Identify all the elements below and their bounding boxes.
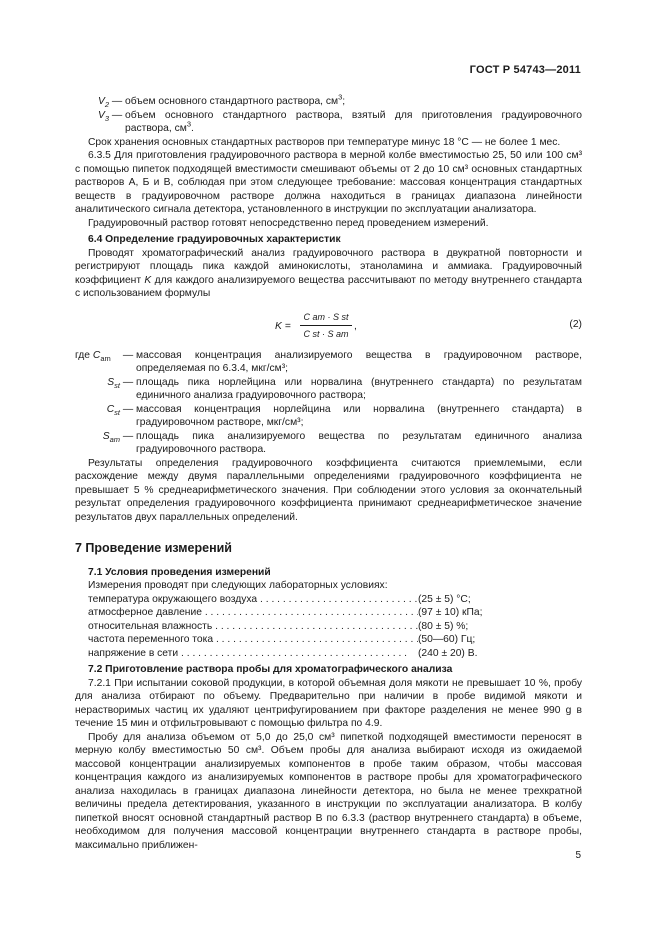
definition-text-end: ;	[342, 96, 346, 107]
definition-c-st	[75, 403, 582, 430]
definitions-formula	[75, 349, 582, 457]
superscript: 3	[186, 119, 191, 129]
definition-v2	[75, 92, 582, 110]
definition-text-part: объем основного стандартного раствора, см	[125, 96, 339, 107]
symbol-letter: S	[107, 376, 115, 388]
definition-text-part: объем основного стандартного раствора, взятый для приготовления градуировочного раствора, см	[125, 109, 582, 134]
condition-label: напряжение в сети . . .	[88, 647, 418, 661]
condition-value: (80 ± 5) %;	[418, 620, 469, 632]
condition-row	[88, 593, 582, 607]
symbol-s-am	[75, 430, 120, 444]
formula-2	[75, 309, 582, 343]
condition-value: (240 ± 20) В.	[418, 647, 478, 659]
paragraph-prep: Градуировочный раствор готовят непосредственно перед проведением измерений.	[88, 217, 489, 229]
condition-row	[88, 647, 582, 661]
page-number: 5	[575, 850, 581, 861]
symbol-letter: C	[106, 403, 115, 415]
paragraph-6-4-part-b: для каждого анализируемого вещества рассчитывают по методу внутреннего стандарта с использованием формулы	[75, 274, 582, 299]
paragraph-sample: Пробу для анализа объемом от 5,0 до 25,0 см³ пипеткой подходящей вместимости переносят в мерную колбу вместимостью 50 см³. Объем пробы для анализа выбирают исходя из ожидаемой массовой концентрации анализируемых компонентов в пробе таким образом, чтобы массовая концентрация каждого из анализируемых компонентов в растворе пробы для хроматографического анализа находилась в границах диапазона линейности детектора, но была не менее трехкратной величины предела детектирования, указанного в инструкции по эксплуатации анализатора. В колбу пипеткой вносят основной стандартный раствор В по 6.3.3 (раствор внутреннего стандарта) в объеме, необходимом для получения массовой концентрации внутреннего стандарта в растворе пробы, максимально приближен-	[75, 731, 582, 851]
definition-c-am	[75, 349, 582, 376]
symbol-letter: C	[92, 349, 101, 361]
heading-section-7: 7 Проведение измерений	[75, 541, 232, 555]
symbol-letter: S	[102, 430, 110, 442]
symbol-subscript: st	[114, 380, 120, 390]
definition-text: массовая концентрация норлейцина или норвалина (внутреннего стандарта) в градуировочном растворе, мкг/см³;	[136, 403, 582, 428]
condition-label: частота переменного тока . . .	[88, 633, 418, 647]
definition-text-end: .	[190, 123, 194, 134]
symbol-v2	[75, 95, 109, 109]
paragraph-7-1: Измерения проводят при следующих лабораторных условиях:	[88, 580, 388, 591]
definition-text	[125, 109, 582, 136]
heading-7-2: 7.2 Приготовление раствора пробы для хроматографического анализа	[88, 664, 453, 675]
definition-text: площадь пика норлейцина или норвалина (внутреннего стандарта) по результатам единичного анализа градуировочного раствора;	[136, 376, 582, 401]
symbol-letter: V	[97, 109, 105, 121]
condition-label: температура окружающего воздуха . . .	[88, 593, 418, 607]
symbol-subscript: 2	[104, 100, 109, 110]
condition-value: (50—60) Гц;	[418, 634, 476, 645]
formula-lhs: K =	[275, 320, 291, 332]
symbol-v3	[75, 109, 109, 123]
paragraph-6-4	[75, 247, 582, 301]
page-content	[75, 92, 582, 852]
heading-7-1: 7.1 Условия проведения измерений	[88, 566, 271, 578]
formula-fraction	[300, 311, 352, 342]
superscript: 3	[338, 92, 343, 102]
paragraph-storage: Срок хранения основных стандартных растворов при температуре минус 18 °С — не более 1 мес.	[88, 136, 561, 148]
definition-text: массовая концентрация анализируемого вещества в градуировочном растворе, определяемая по 6.3.4, мкг/см³;	[136, 349, 582, 374]
condition-label: относительная влажность . . .	[88, 620, 418, 634]
condition-row	[88, 633, 582, 647]
condition-row	[88, 620, 582, 634]
symbol-subscript: am	[109, 434, 120, 444]
symbol-c-am	[75, 349, 120, 363]
formula-number: (2)	[569, 318, 582, 330]
dash: —	[111, 96, 123, 107]
symbol-k: K	[144, 274, 152, 286]
symbol-subscript: 3	[104, 113, 109, 123]
symbol-letter: V	[97, 96, 105, 107]
dash: —	[122, 430, 134, 442]
symbol-s-st	[75, 376, 120, 390]
symbol-subscript: am	[100, 353, 111, 363]
conditions-list	[75, 593, 582, 661]
paragraph-results: Результаты определения градуировочного коэффициента считаются приемлемыми, если расхождение между двумя параллельными определениями градуировочного коэффициента не превышает 5 % среднеарифметического значения. При соблюдении этого условия за окончательный результат определения градуировочного коэффициента принимают среднеарифметическое значение результатов двух параллельных определений.	[75, 457, 582, 523]
condition-row	[88, 606, 582, 620]
definition-v3	[75, 109, 582, 136]
dash: —	[122, 349, 134, 361]
definitions-top	[75, 92, 582, 136]
symbol-subscript: st	[114, 407, 120, 417]
condition-label: атмосферное давление . . .	[88, 606, 418, 620]
paragraph-6-3-5: 6.3.5 Для приготовления градуировочного раствора в мерной колбе вместимостью 25, 50 или 100 см³ с помощью пипеток подходящей вместимости смешивают объемы от 2 до 10 см³ основных стандартных растворов А, Б и В, соблюдая при этом следующее требование: массовая концентрация стандартных веществ в градуировочном растворе должна находиться в границах диапазона линейности аналитического сигнала детектора, установленного в инструкции по эксплуатации анализатора.	[75, 150, 582, 215]
where-word: где	[75, 349, 91, 361]
paragraph-7-2-1: 7.2.1 При испытании соковой продукции, в которой объемная доля мякоти не превышает 10 %, пробу для анализа отбирают по объему. Предварительно при наличии в пробе видимой мякоти и нерастворимых частиц их удаляют центрифугированием при факторе разделения не менее 990 g в течение 15 мин и отфильтровывают с помощью фильтра по 4.9.	[75, 677, 582, 729]
dash: —	[122, 376, 134, 388]
formula-denominator: C st · S am	[303, 329, 349, 339]
condition-value: (25 ± 5) °С;	[418, 593, 471, 605]
standard-header: ГОСТ Р 54743—2011	[469, 64, 581, 76]
symbol-c-st	[75, 403, 120, 417]
definition-s-am	[75, 430, 582, 457]
condition-value: (97 ± 10) кПа;	[418, 607, 483, 618]
definition-s-st	[75, 376, 582, 403]
dash: —	[111, 109, 123, 121]
dash: —	[122, 403, 134, 415]
definition-text: площадь пика анализируемого вещества по результатам единичного анализа градуировочного раствора.	[136, 430, 582, 455]
definition-text	[125, 92, 582, 109]
paragraph-6-4-part-a: Проводят хроматографический анализ градуировочного раствора в двукратной повторности и регистрируют площадь пика каждой аминокислоты, этаноламина и аммиака. Градуировочный коэффициент	[75, 247, 582, 286]
formula-comma: ,	[354, 320, 357, 332]
heading-6-4: 6.4 Определение градуировочных характеристик	[88, 234, 341, 245]
formula-numerator: C am · S st	[300, 311, 352, 327]
